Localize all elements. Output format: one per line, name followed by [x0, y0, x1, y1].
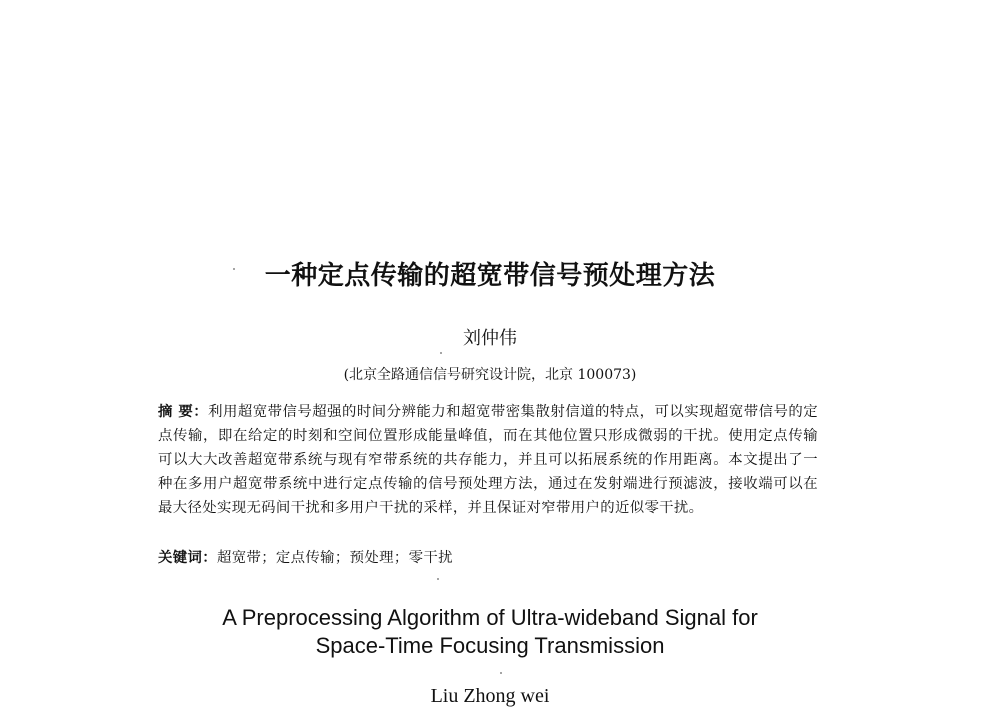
paper-title-en — [150, 604, 830, 660]
abstract-text: 利用超宽带信号超强的时间分辨能力和超宽带密集散射信道的特点，可以实现超宽带信号的定点传输，即在给定的时刻和空间位置形成能量峰值，而在其他位置只形成微弱的干扰。使用定点传输可以大大改善超宽带系统与现有窄带系统的共存能力，并且可以拓展系统的作用距离。本文提出了一种在多用户超宽带系统中进行定点传输的信号预处理方法，通过在发射端进行预滤波，接收端可以在最大径处实现无码间干扰和多用户干扰的采样，并且保证对窄带用户的近似零干扰。 — [158, 404, 818, 516]
scan-speck — [500, 672, 502, 674]
abstract-label: 摘 要： — [158, 404, 209, 420]
paper-title-cn: 一种定点传输的超宽带信号预处理方法 — [264, 261, 716, 291]
keywords-cn — [158, 546, 818, 570]
paper-title-en-line-2: Space-Time Focusing Transmission — [315, 633, 665, 658]
scan-speck — [440, 352, 442, 354]
abstract-cn — [158, 400, 818, 520]
author-name-cn: 刘仲伟 — [463, 328, 517, 349]
author-name-en: Liu Zhong wei — [430, 685, 550, 707]
keywords-text: 超宽带；定点传输；预处理；零干扰 — [216, 550, 453, 566]
author-affiliation-cn: (北京全路通信信号研究设计院，北京 100073) — [343, 367, 637, 383]
paper-title-en-line-1: A Preprocessing Algorithm of Ultra-wideband Signal for — [222, 605, 758, 630]
keywords-label: 关键词： — [158, 550, 217, 566]
scan-speck — [233, 268, 235, 270]
scan-speck — [437, 578, 439, 580]
